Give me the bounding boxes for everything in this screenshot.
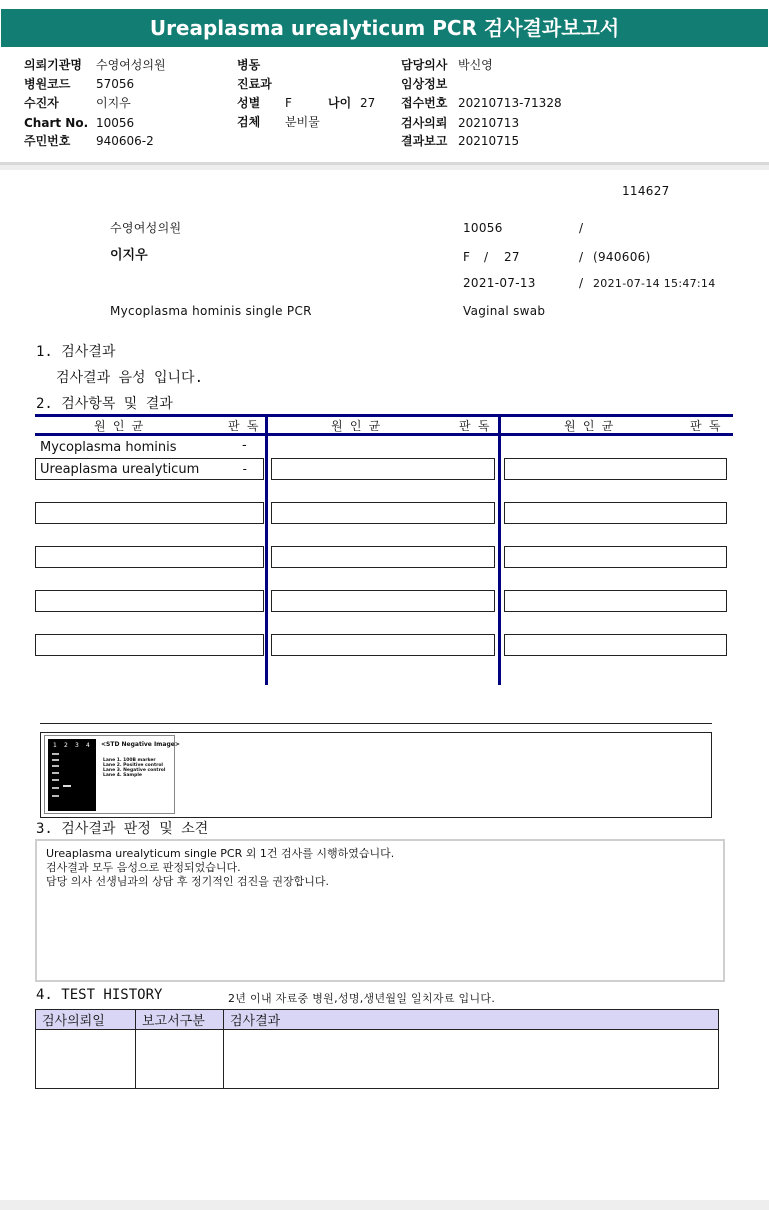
institution-value: 수영여성의원 — [96, 58, 166, 72]
report-specimen: Vaginal swab — [463, 304, 546, 318]
report-slash-4: / — [579, 276, 584, 290]
col-pathogen-1: 원 인 균 — [94, 419, 144, 433]
col-result-2: 판 독 — [459, 419, 490, 433]
rrn-row — [24, 134, 154, 148]
result-cell-empty — [504, 634, 727, 656]
gel-divider — [40, 723, 712, 724]
report-date-label: 결과보고 — [401, 134, 448, 148]
result-cell-empty — [271, 458, 495, 480]
report-sex: F — [463, 250, 471, 264]
request-row — [401, 116, 519, 130]
section2-title: 2. 검사항목 및 결과 — [36, 396, 173, 412]
hospital-code-value: 57056 — [96, 77, 135, 91]
report-slash-3: / — [579, 250, 584, 264]
sex-value: F — [285, 96, 292, 110]
marker-band — [52, 759, 59, 761]
result-cell-empty — [504, 590, 727, 612]
marker-band — [52, 772, 59, 774]
report-date-value: 20210715 — [458, 134, 520, 148]
rrn-value: 940606-2 — [96, 134, 154, 148]
history-table — [35, 1009, 719, 1089]
report-rrn: (940606) — [593, 250, 651, 264]
report-request-date: 2021-07-13 — [463, 276, 536, 290]
report-title: Ureaplasma urealyticum PCR 검사결과보고서 — [1, 9, 768, 47]
result-cell-empty — [271, 546, 495, 568]
section4-title: 4. TEST HISTORY — [36, 987, 163, 1003]
result-cell-empty — [504, 502, 727, 524]
marker-band — [52, 787, 59, 789]
marker-band — [52, 765, 59, 767]
dept-row — [237, 77, 285, 91]
chart-row — [24, 116, 134, 130]
gel-lane-1: Lane 1. 100B marker — [103, 758, 156, 763]
institution-row — [24, 58, 166, 72]
pathogen-result: - — [242, 462, 247, 476]
report-test-name: Mycoplasma hominis single PCR — [110, 304, 312, 318]
chart-label: Chart No. — [24, 116, 89, 130]
opinion-line: 검사결과 모두 음성으로 판정되었습니다. — [46, 861, 241, 874]
lane-number: 1 — [53, 742, 57, 749]
result-cell-empty — [504, 546, 727, 568]
history-note: 2년 이내 자료중 병원,성명,생년월일 일치자료 입니다. — [228, 992, 496, 1005]
report-slash-2: / — [484, 250, 489, 264]
positive-band — [63, 785, 71, 787]
age-value: 27 — [360, 96, 376, 110]
history-col-type: 보고서구분 — [136, 1010, 224, 1030]
history-col-result: 검사결과 — [224, 1010, 719, 1030]
section3-title: 3. 검사결과 판정 및 소견 — [36, 821, 209, 837]
report-patient: 이지우 — [110, 248, 148, 263]
patient-value: 이지우 — [96, 96, 131, 110]
result-cell-empty — [35, 590, 264, 612]
gel-image — [44, 735, 180, 814]
ward-row — [237, 58, 285, 72]
result-cell-empty — [35, 502, 264, 524]
institution-label: 의뢰기관명 — [24, 58, 82, 72]
col-pathogen-3: 원 인 균 — [564, 419, 614, 433]
pathogen-name: Ureaplasma urealyticum — [40, 462, 200, 477]
report-institution: 수영여성의원 — [110, 221, 182, 235]
col-result-3: 판 독 — [690, 419, 721, 433]
table-row — [36, 1030, 719, 1089]
sex-label: 성별 — [237, 96, 261, 110]
sex-row — [237, 96, 292, 110]
gel-photo — [48, 739, 96, 811]
col-result-1: 판 독 — [228, 419, 259, 433]
report-chart-no: 10056 — [463, 221, 503, 235]
specimen-value: 분비물 — [285, 115, 320, 129]
lane-number: 2 — [64, 742, 68, 749]
history-cell — [136, 1030, 224, 1089]
gel-lane-legend — [103, 758, 165, 778]
request-value: 20210713 — [458, 116, 520, 130]
result-cell-empty — [35, 546, 264, 568]
rrn-label: 주민번호 — [24, 134, 71, 148]
doc-number: 114627 — [622, 184, 670, 198]
clinical-label: 임상정보 — [401, 77, 448, 91]
hospital-code-label: 병원코드 — [24, 77, 71, 91]
gel-caption: <STD Negative Image> — [101, 741, 180, 748]
ward-label: 병동 — [237, 58, 261, 72]
opinion-box — [35, 839, 725, 982]
marker-band — [52, 779, 59, 781]
opinion-line: 담당 의사 선생님과의 상담 후 정기적인 검진을 권장합니다. — [46, 875, 329, 888]
section1-title: 1. 검사결과 — [36, 344, 116, 360]
receipt-label: 접수번호 — [401, 96, 448, 110]
chart-value: 10056 — [96, 116, 135, 130]
report-header — [0, 0, 769, 165]
doctor-label: 담당의사 — [401, 58, 448, 72]
hospital-code-row — [24, 77, 134, 91]
report-age: 27 — [504, 250, 520, 264]
result-cell-empty — [504, 458, 727, 480]
request-label: 검사의뢰 — [401, 116, 448, 130]
dept-label: 진료과 — [237, 77, 272, 91]
col-pathogen-2: 원 인 균 — [331, 419, 381, 433]
opinion-line: Ureaplasma urealyticum single PCR 외 1건 검사를 시행하였습니다. — [46, 847, 395, 860]
results-divider-2 — [498, 417, 501, 685]
gel-lane-4: Lane 4. Sample — [103, 773, 142, 778]
doctor-value: 박신영 — [458, 58, 493, 72]
result-cell-empty — [271, 590, 495, 612]
patient-row — [24, 96, 131, 110]
marker-band — [52, 753, 59, 755]
age-label: 나이 — [328, 96, 352, 110]
result-cell-empty — [35, 634, 264, 656]
result-cell — [35, 458, 264, 480]
result-cell-empty — [271, 634, 495, 656]
clinical-row — [401, 77, 458, 91]
history-col-date: 검사의뢰일 — [36, 1010, 136, 1030]
age-row — [328, 96, 375, 110]
pathogen-result: - — [242, 438, 247, 453]
specimen-row — [237, 115, 320, 129]
report-date-row — [401, 134, 519, 148]
lane-number: 4 — [86, 742, 90, 749]
result-cell-empty — [271, 502, 495, 524]
history-cell — [224, 1030, 719, 1089]
section1-result: 검사결과 음성 입니다. — [56, 370, 204, 386]
report-slash-1: / — [579, 221, 584, 235]
results-divider-1 — [265, 417, 268, 685]
receipt-value: 20210713-71328 — [458, 96, 562, 110]
specimen-label: 검체 — [237, 115, 261, 129]
gel-lane-2: Lane 2. Positive control — [103, 763, 163, 768]
history-cell — [36, 1030, 136, 1089]
report-datetime: 2021-07-14 15:47:14 — [593, 277, 716, 290]
gel-lane-3: Lane 3. Negative control — [103, 768, 166, 773]
lane-number: 3 — [75, 742, 79, 749]
pathogen-name: Mycoplasma hominis — [40, 440, 177, 455]
marker-band — [52, 795, 59, 797]
receipt-row — [401, 96, 562, 110]
doctor-row — [401, 58, 493, 72]
patient-label: 수진자 — [24, 96, 59, 110]
